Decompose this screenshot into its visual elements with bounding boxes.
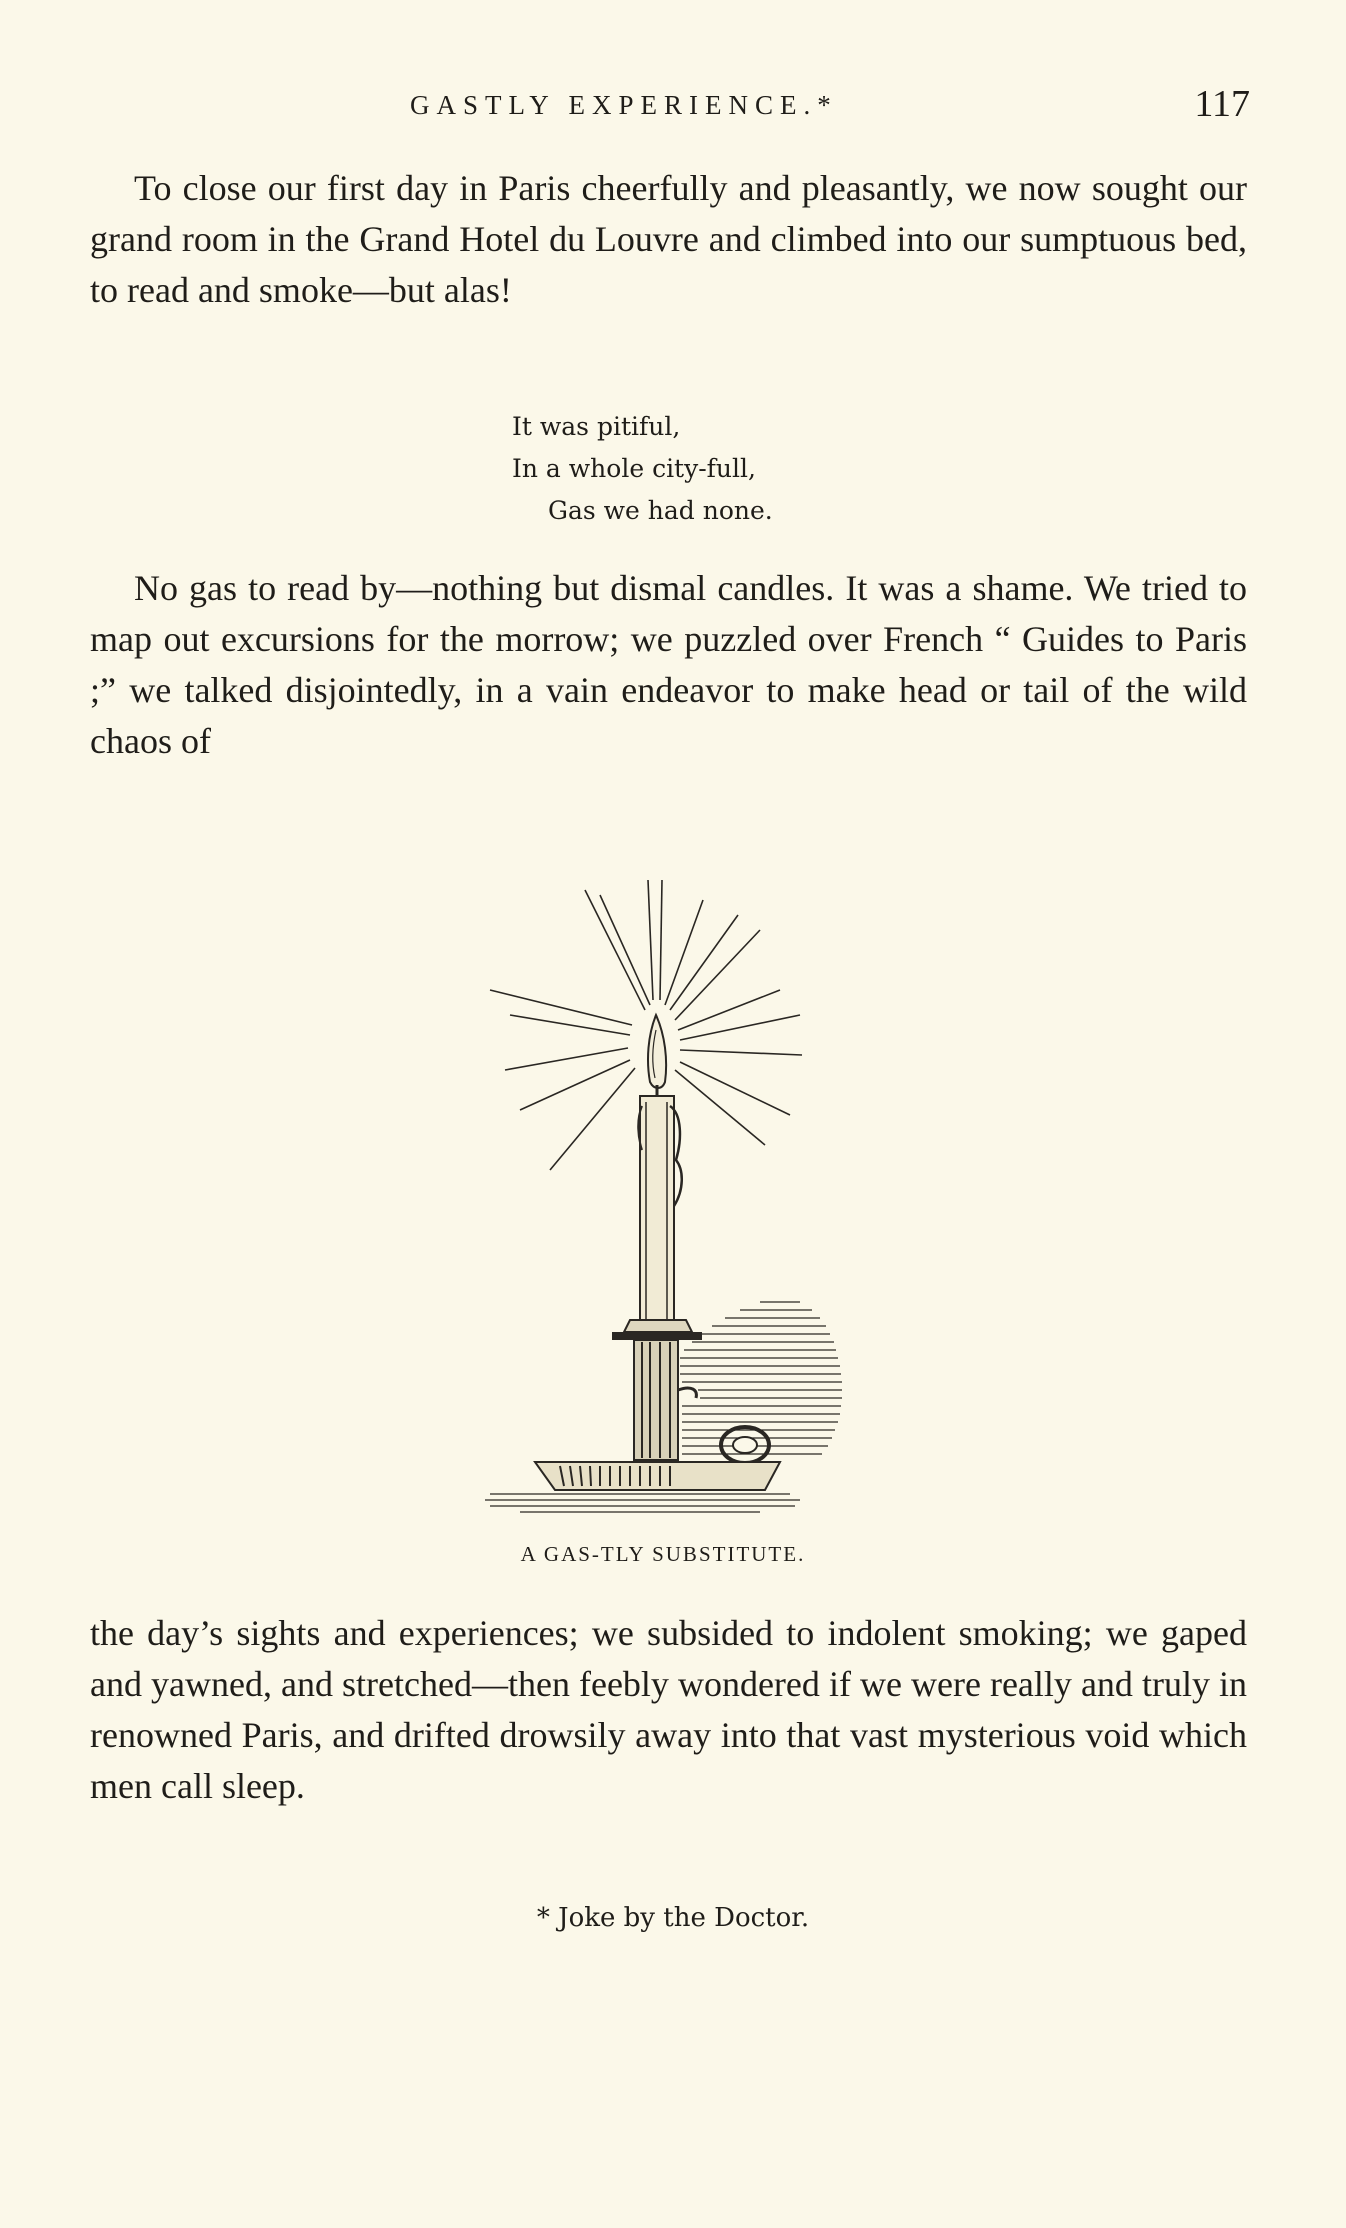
candle-icon: [460, 870, 880, 1530]
page-number: 117: [1194, 83, 1250, 125]
paragraph-sleep: the day’s sights and experiences; we subsided to indolent smoking; we gaped and yawned, and stretched—then feebly wondered if we were really and truly in renowned Paris, and drifted drowsily away into that vast mysterious void which men call sleep.: [90, 1613, 1247, 1806]
verse-line-2: In a whole city-full,: [512, 454, 756, 483]
flame-icon: [648, 1015, 666, 1088]
verse-line-3: Gas we had none.: [548, 496, 773, 525]
candle-body: [640, 1096, 674, 1326]
paragraph-candles: No gas to read by—nothing but dismal candles. It was a shame. We tried to map out excursions for the morrow; we puzzled over French “ Guides to Paris ;” we talked disjointedly, in a vain endeavor to make head or tail of the wild chaos of: [90, 568, 1247, 761]
running-title: GASTLY EXPERIENCE.*: [410, 90, 838, 120]
footnote: * Joke by the Doctor.: [536, 1903, 810, 1933]
paragraph-opening: To close our first day in Paris cheerfully and pleasantly, we now sought our grand room in the Grand Hotel du Louvre and climbed into our sumptuous bed, to read and smoke—but alas!: [90, 168, 1247, 310]
illustration-caption: A GAS-TLY SUBSTITUTE.: [520, 1542, 806, 1566]
verse-line-1: It was pitiful,: [512, 412, 681, 441]
candlestick-illustration: [460, 870, 880, 1530]
verse-block: [512, 406, 773, 532]
running-head: [90, 82, 1250, 132]
